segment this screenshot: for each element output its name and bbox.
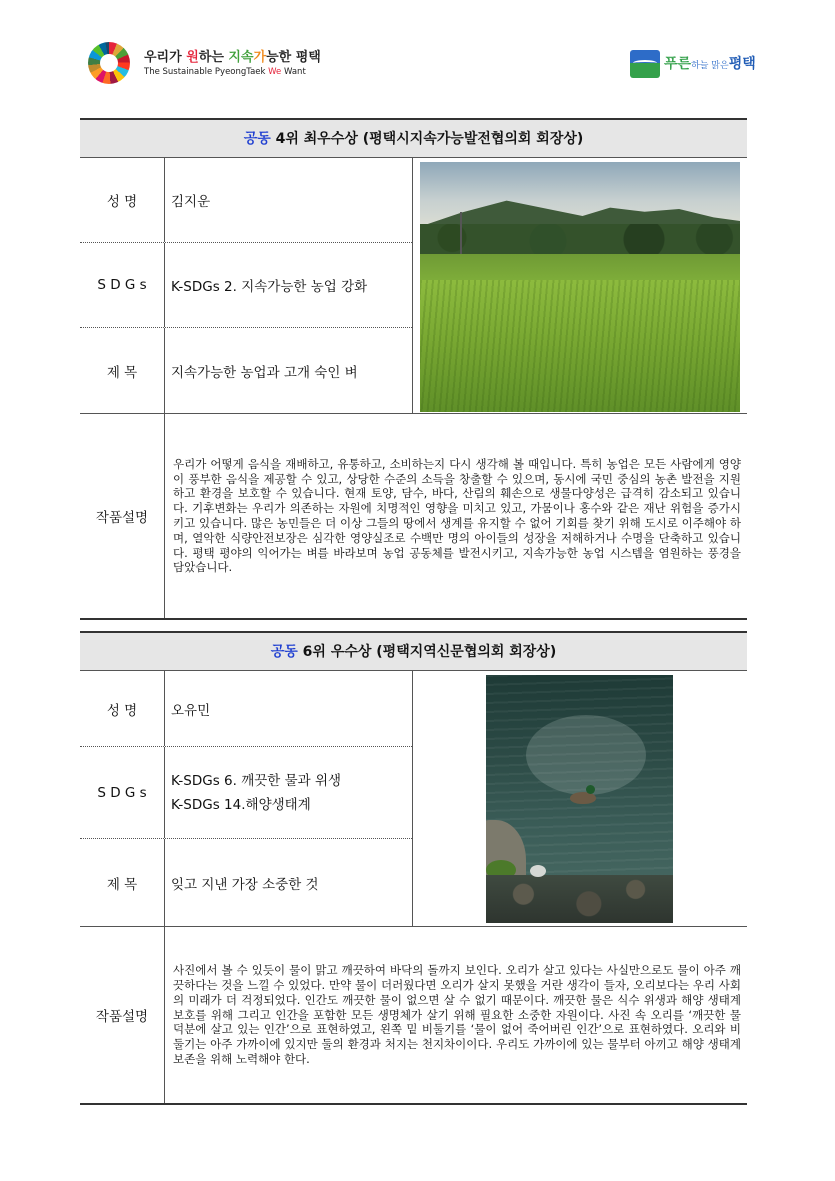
award-section-2 <box>80 631 747 1105</box>
rice-field-photo <box>420 162 740 412</box>
slogan-english: The Sustainable PyeongTaek We Want <box>144 67 306 77</box>
sdgs-value <box>165 747 412 838</box>
name-row <box>80 158 412 243</box>
pond-duck-photo <box>486 675 673 923</box>
award-section-1 <box>80 118 747 620</box>
sdg-wheel-icon <box>88 42 130 84</box>
description-label: 작품설명 <box>80 414 165 618</box>
description-row <box>80 414 747 618</box>
slogan-korean: 우리가 원하는 지속가능한 평택 <box>144 50 321 65</box>
subject-value: 잊고 지낸 가장 소중한 것 <box>171 877 319 893</box>
description-text: 우리가 어떻게 음식을 재배하고, 유통하고, 소비하는지 다시 생각해 볼 때입니다. 특히 농업은 모든 사람에게 영양이 풍부한 음식을 제공할 수 있고, 상당한 수준의 소득을 창출할 수 있으며, 동시에 국민 중심의 농촌 발전을 지원하고 환경을 보호할 수 있습니다. 현재 토양, 담수, 바다, 산림의 훼손으로 생물다양성은 급격히 감소되고 있습니다. 기후변화는 우리가 의존하는 자원에 치명적인 영향을 미치고 있고, 가뭄이나 홍수와 같은 재난 위험을 증가시키고 있습니다. 많은 농민들은 더 이상 그들의 땅에서 생계를 유지할 수 없어 기회를 찾기 위해 도시로 이주해야 하며, 열악한 식량안전보장은 심각한 영양실조로 수백만 명의 아이들의 성장을 저해하거나 수명을 단축하고 있습니다. 평택 평야의 익어가는 벼를 바라보며 농업 공동체를 발전시키고, 지속가능한 농업 시스템을 염원하는 풍경을 담았습니다. <box>173 456 741 575</box>
sdgs-item: K-SDGs 6. 깨끗한 물과 위생 <box>171 772 342 789</box>
sdg-slogan-logo <box>88 40 348 84</box>
name-value: 김지운 <box>171 194 211 210</box>
description-row <box>80 927 747 1103</box>
description-label: 작품설명 <box>80 927 165 1103</box>
sdgs-row <box>80 243 412 328</box>
name-value: 오유민 <box>171 702 211 719</box>
sdgs-row <box>80 747 412 839</box>
city-logo <box>630 48 756 80</box>
award-title: 공동 6위 우수상 (평택지역신문협의회 회장상) <box>80 633 747 671</box>
sdgs-label: S D G s <box>80 747 165 838</box>
subject-row <box>80 328 412 414</box>
city-logo-text: 푸른하늘 맑은평택 <box>664 56 756 72</box>
name-label: 성 명 <box>80 158 165 242</box>
name-row <box>80 671 412 747</box>
subject-row <box>80 839 412 927</box>
subject-label: 제 목 <box>80 328 165 414</box>
description-text: 사진에서 볼 수 있듯이 물이 맑고 깨끗하여 바닥의 돌까지 보인다. 오리가 살고 있다는 사실만으로도 물이 아주 깨끗하다는 것을 느낄 수 있었다. 만약 물이 더러웠다면 오리가 살지 못했을 거란 생각이 들자, 오리보다는 우리 사회의 미래가 더 걱정되었다. 인간도 깨끗한 물이 없으면 살 수 없기 때문이다. 깨끗한 물은 식수 위생과 해양 생태계 보호를 위해 그리고 인간을 포함한 모든 생명체가 살기 위해 필요한 소중한 자원이다. 사진 속 오리를 ‘깨끗한 물 덕분에 살고 있는 인간’으로 표현하였고, 왼쪽 밑 비둘기를 ‘물이 없어 죽어버린 인간’으로 표현하였다. 오리와 비둘기는 아주 가까이에 있지만 둘의 환경과 처지는 천지차이이다. 우리도 가까이에 있는 물부터 아끼고 해양 생태계 보존을 위해 노력해야 한다. <box>173 963 741 1066</box>
sdgs-value: K-SDGs 2. 지속가능한 농업 강화 <box>171 279 368 295</box>
subject-value: 지속가능한 농업과 고개 숙인 벼 <box>171 365 358 381</box>
city-mark-icon <box>630 50 660 78</box>
subject-label: 제 목 <box>80 839 165 927</box>
name-label: 성 명 <box>80 671 165 746</box>
award-title: 공동 4위 최우수상 (평택시지속가능발전협의회 회장상) <box>80 120 747 158</box>
sdgs-label: S D G s <box>80 243 165 327</box>
sdgs-item: K-SDGs 14.해양생태계 <box>171 796 311 813</box>
